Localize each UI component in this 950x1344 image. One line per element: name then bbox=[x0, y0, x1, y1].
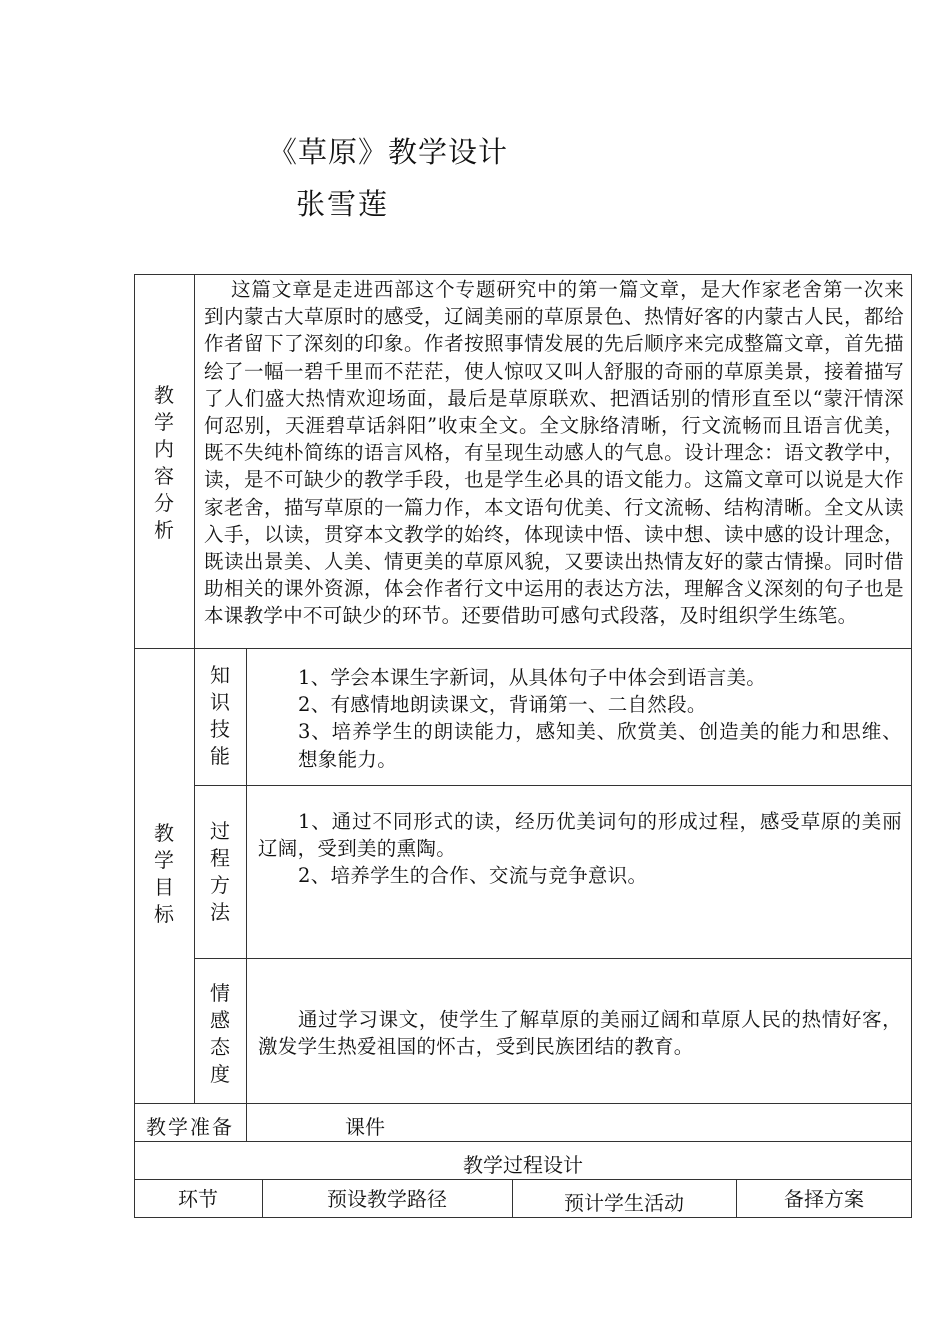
table-rule bbox=[194, 785, 912, 786]
process-methods-label: 过程方法 bbox=[210, 819, 230, 924]
emotion-attitude-text: 通过学习课文，使学生了解草原的美丽辽阔和草原人民的热情好客，激发学生热爱祖国的怀古，受到民族团结的教育。 bbox=[258, 1008, 902, 1059]
content-analysis-label: 教学内容分析 bbox=[154, 383, 174, 542]
content-analysis-text: 这篇文章是走进西部这个专题研究中的第一篇文章，是大作家老舍第一次来到内蒙古大草原时的感受，辽阔美丽的草原景色、热情好客的内蒙古人民，都给作者留下了深刻的印象。作者按照事情发展的先后顺序来完成整篇文章，首先描绘了一幅一碧千里而不茫茫，使人惊叹又叫人舒服的奇丽的草原美景，接着描写了人们盛大热情欢迎场面，最后是草原联欢、把酒话别的情形直至以“蒙汗情深何忍别，天涯碧草话斜阳”收束全文。全文脉络清晰，行文流畅而且语言优美，既不失纯朴简练的语言风格，有呈现生动感人的气息。设计理念：语文教学中，读，是不可缺少的教学手段，也是学生必具的语文能力。这篇文章可以说是大作家老舍，描写草原的一篇力作，本文语句优美、行文流畅、结构清晰。全文从读入手，以读，贯穿本文教学的始终，体现读中悟、读中想、读中感的设计理念，既读出景美、人美、情更美的草原风貌，又要读出热情友好的蒙古情操。同时借助相关的课外资源，体会作者行文中运用的表达方法，理解含义深刻的句子也是本课教学中不可缺少的环节。还要借助可感句式段落，及时组织学生练笔。 bbox=[204, 278, 904, 628]
table-rule bbox=[194, 274, 195, 1103]
list-item: 2、有感情地朗读课文，背诵第一、二自然段。 bbox=[298, 693, 707, 717]
table-rule bbox=[134, 648, 912, 649]
objectives-label: 教学目标 bbox=[154, 821, 174, 926]
column-header: 环节 bbox=[178, 1187, 218, 1211]
document-title: 《草原》教学设计 bbox=[268, 135, 509, 169]
author-name: 张雪莲 bbox=[296, 187, 390, 221]
process-design-title: 教学过程设计 bbox=[463, 1153, 583, 1177]
process-methods-list bbox=[258, 808, 902, 890]
list-item: 1、学会本课生字新词，从具体句子中体会到语言美。 bbox=[298, 666, 767, 689]
list-item: 1、通过不同形式的读，经历优美词句的形成过程，感受草原的美丽辽阔，受到美的熏陶。 bbox=[258, 810, 902, 861]
preparation-label: 教学准备 bbox=[146, 1115, 234, 1139]
preparation-value: 课件 bbox=[345, 1115, 385, 1139]
list-item: 2、培养学生的合作、交流与竞争意识。 bbox=[298, 864, 648, 888]
table-rule bbox=[134, 1103, 912, 1104]
knowledge-skills-list bbox=[258, 664, 902, 773]
column-header: 预设教学路径 bbox=[327, 1187, 447, 1211]
table-rule bbox=[134, 1179, 912, 1180]
column-header: 预计学生活动 bbox=[564, 1191, 684, 1215]
list-item: 3、培养学生的朗读能力，感知美、欣赏美、创造美的能力和思维、想象能力。 bbox=[298, 720, 902, 771]
column-header: 备择方案 bbox=[784, 1187, 864, 1211]
table-rule bbox=[134, 1141, 912, 1142]
table-rule bbox=[194, 958, 912, 959]
emotion-attitude-label: 情感态度 bbox=[210, 981, 230, 1086]
table-rule bbox=[246, 648, 247, 1141]
knowledge-skills-label: 知识技能 bbox=[210, 663, 230, 768]
